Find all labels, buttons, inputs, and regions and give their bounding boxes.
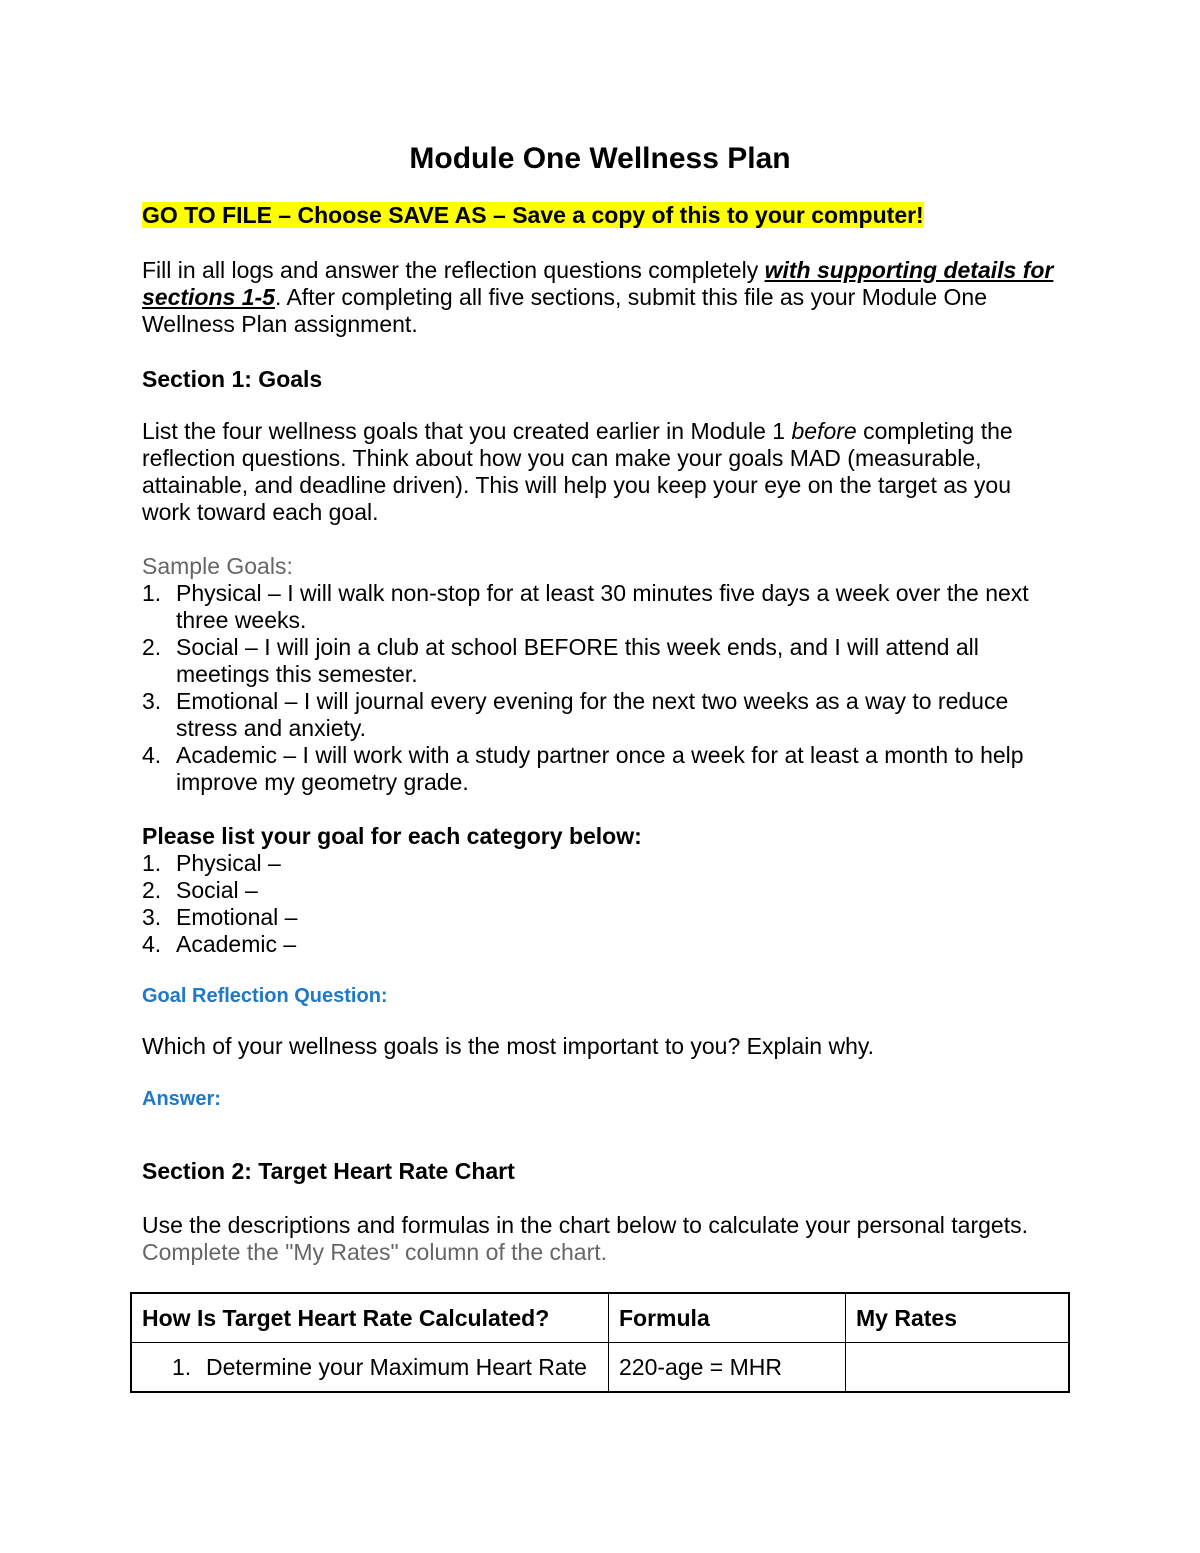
list-item-number: 3. [142, 904, 162, 930]
section1-heading: Section 1: Goals [142, 366, 323, 392]
sample-goals-list [142, 580, 1060, 796]
save-notice-line [142, 202, 924, 229]
answer-label: Answer: [142, 1088, 221, 1110]
section2-instruction [142, 1212, 1062, 1266]
table-header-row [131, 1293, 1069, 1343]
list-item-text: Emotional – I will journal every evening for the next two weeks as a way to reduce stress and anxiety. [176, 688, 1009, 741]
list-item [142, 688, 1060, 742]
list-item [142, 877, 1060, 904]
list-item-text: Physical – [176, 850, 281, 876]
list-item-text: Academic – I will work with a study partner once a week for at least a month to help improve my geometry grade. [176, 742, 1024, 795]
list-item-number: 4. [142, 931, 162, 957]
list-item [142, 931, 1060, 958]
list-item-number: 4. [142, 742, 162, 768]
my-rate-input-cell[interactable] [846, 1343, 1070, 1393]
list-item [142, 580, 1060, 634]
goal-list-prompt: Please list your goal for each category below: [142, 823, 642, 849]
section2-instruction-text: Use the descriptions and formulas in the chart below to calculate your personal targets. [142, 1212, 1028, 1238]
list-item-number: 2. [142, 634, 162, 660]
section2-instruction-gray: Complete the "My Rates" column of the chart. [142, 1239, 608, 1265]
intro-text: Fill in all logs and answer the reflection questions completely [142, 257, 765, 283]
table-header: Formula [609, 1293, 846, 1343]
list-item-number: 1. [142, 580, 162, 606]
list-item-text: Social – I will join a club at school BEFORE this week ends, and I will attend all meetings this semester. [176, 634, 979, 687]
reflection-question: Which of your wellness goals is the most important to you? Explain why. [142, 1033, 875, 1059]
list-item [142, 742, 1060, 796]
section1-text: List the four wellness goals that you created earlier in Module 1 [142, 418, 792, 444]
section1-paragraph [142, 418, 1052, 526]
section1-italic: before [791, 418, 857, 444]
intro-text-cont: . After completing all five sections, submit this file as your Module One Wellness Plan assignment. [142, 284, 987, 337]
goal-categories-list [142, 850, 1060, 958]
list-item-text: Emotional – [176, 904, 298, 930]
save-notice: GO TO FILE – Choose SAVE AS – Save a copy of this to your computer! [142, 202, 924, 228]
sample-goals-label: Sample Goals: [142, 553, 293, 579]
page-title: Module One Wellness Plan [409, 142, 791, 175]
intro-paragraph [142, 257, 1062, 338]
list-item-text: Physical – I will walk non-stop for at least 30 minutes five days a week over the next three weeks. [176, 580, 1029, 633]
list-item [142, 850, 1060, 877]
table-cell-step [131, 1343, 609, 1393]
table-header: My Rates [846, 1293, 1070, 1343]
section2-heading: Section 2: Target Heart Rate Chart [142, 1158, 515, 1184]
table-cell-formula: 220-age = MHR [609, 1343, 846, 1393]
list-item-number: 2. [142, 877, 162, 903]
list-item-text: Academic – [176, 931, 297, 957]
step-number: 1. [172, 1353, 192, 1380]
table-row [131, 1343, 1069, 1393]
section1-text-cont: completing the reflection questions. Think about how you can make your goals MAD (measurable, attainable, and deadline driven). This will help you keep your eye on the target as you work toward each goal. [142, 418, 1013, 525]
table-header: How Is Target Heart Rate Calculated? [131, 1293, 609, 1343]
reflection-label: Goal Reflection Question: [142, 985, 388, 1007]
intro-emphasis: with supporting details for sections 1-5 [142, 257, 1054, 310]
list-item [142, 904, 1060, 931]
list-item-number: 1. [142, 850, 162, 876]
step-text: Determine your Maximum Heart Rate [206, 1353, 587, 1380]
list-item [142, 634, 1060, 688]
heart-rate-table [130, 1292, 1070, 1393]
list-item-number: 3. [142, 688, 162, 714]
list-item-text: Social – [176, 877, 258, 903]
